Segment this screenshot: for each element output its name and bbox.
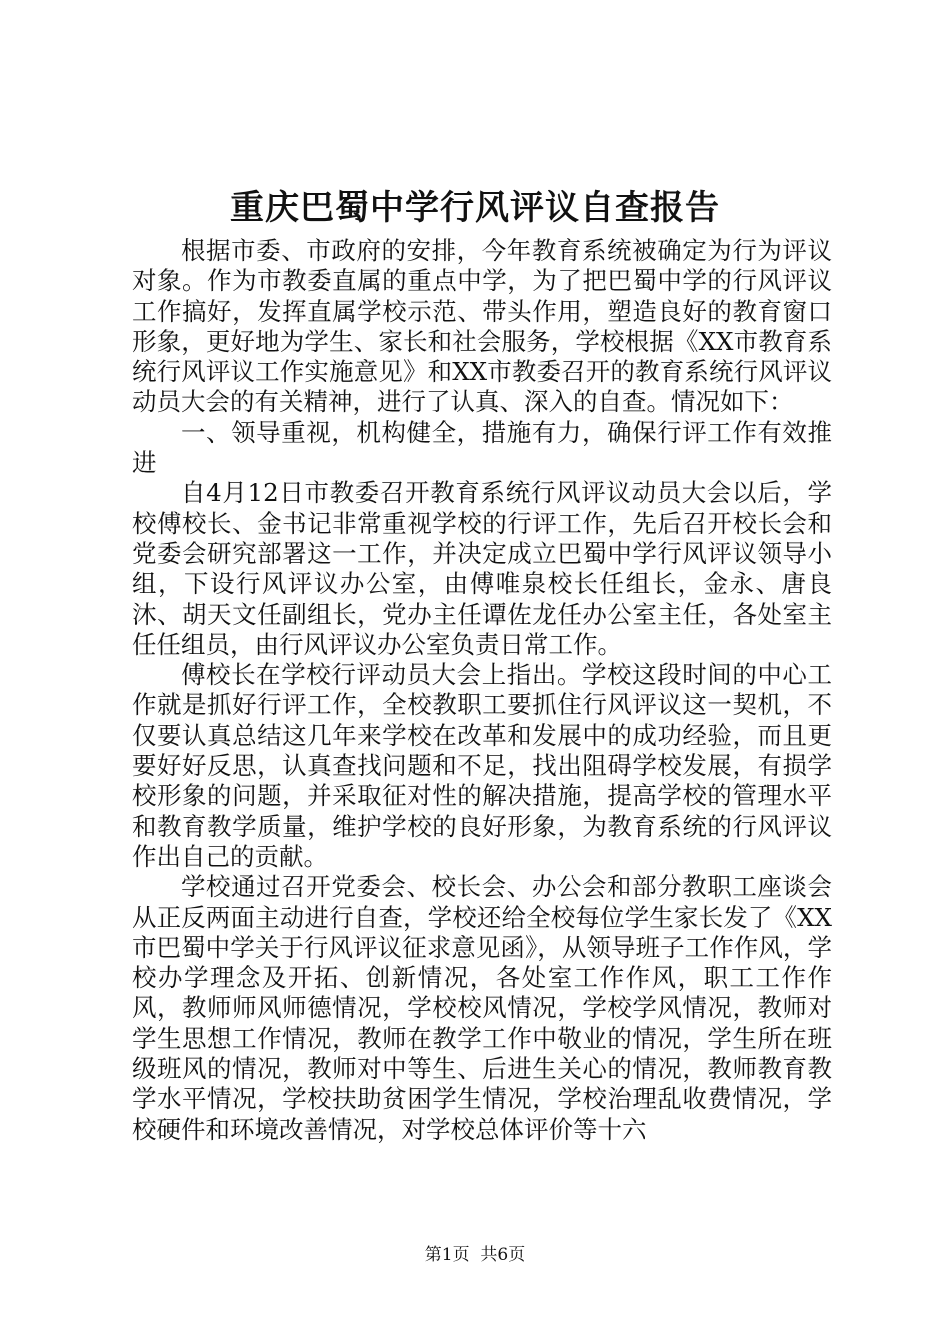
page-footer xyxy=(0,1244,950,1266)
section-heading-1: 一、领导重视，机构健全，措施有力，确保行评工作有效推进 xyxy=(132,417,832,478)
paragraph-intro: 根据市委、市政府的安排，今年教育系统被确定为行为评议对象。作为市教委直属的重点中学，为了把巴蜀中学的行风评议工作搞好，发挥直属学校示范、带头作用，塑造良好的教育窗口形象，更好地为学生、家长和社会服务，学校根据《XX市教育系统行风评议工作实施意见》和XX市教委召开的教育系统行风评议动员大会的有关精神，进行了认真、深入的自查。情况如下： xyxy=(132,236,832,417)
paragraph-leadership: 自4月12日市教委召开教育系统行风评议动员大会以后，学校傅校长、金书记非常重视学校的行评工作，先后召开校长会和党委会研究部署这一工作，并决定成立巴蜀中学行风评议领导小组，下设行风评议办公室，由傅唯泉校长任组长，金永、唐良沐、胡天文任副组长，党办主任谭佐龙任办公室主任，各处室主任任组员，由行风评议办公室负责日常工作。 xyxy=(132,478,832,659)
document-title: 重庆巴蜀中学行风评议自查报告 xyxy=(230,188,720,228)
document-body xyxy=(132,236,832,1145)
paragraph-self-inspection: 学校通过召开党委会、校长会、办公会和部分教职工座谈会从正反两面主动进行自查，学校还给全校每位学生家长发了《XX市巴蜀中学关于行风评议征求意见函》，从领导班子工作作风，学校办学理念及开拓、创新情况，各处室工作作风，职工工作作风，教师师风师德情况，学校校风情况，学校学风情况，教师对学生思想工作情况，教师在教学工作中敬业的情况，学生所在班级班风的情况，教师对中等生、后进生关心的情况，教师教育教学水平情况，学校扶助贫困学生情况，学校治理乱收费情况，学校硬件和环境改善情况，对学校总体评价等十六 xyxy=(132,872,832,1144)
paragraph-principal-speech: 傅校长在学校行评动员大会上指出。学校这段时间的中心工作就是抓好行评工作，全校教职工要抓住行风评议这一契机，不仅要认真总结这几年来学校在改革和发展中的成功经验，而且更要好好反思，认真查找问题和不足，找出阻碍学校发展，有损学校形象的问题，并采取征对性的解决措施，提高学校的管理水平和教育教学质量，维护学校的良好形象，为教育系统的行风评议作出自己的贡献。 xyxy=(132,660,832,871)
page-total: 共6页 xyxy=(480,1245,526,1265)
page-number: 第1页 xyxy=(424,1245,470,1265)
